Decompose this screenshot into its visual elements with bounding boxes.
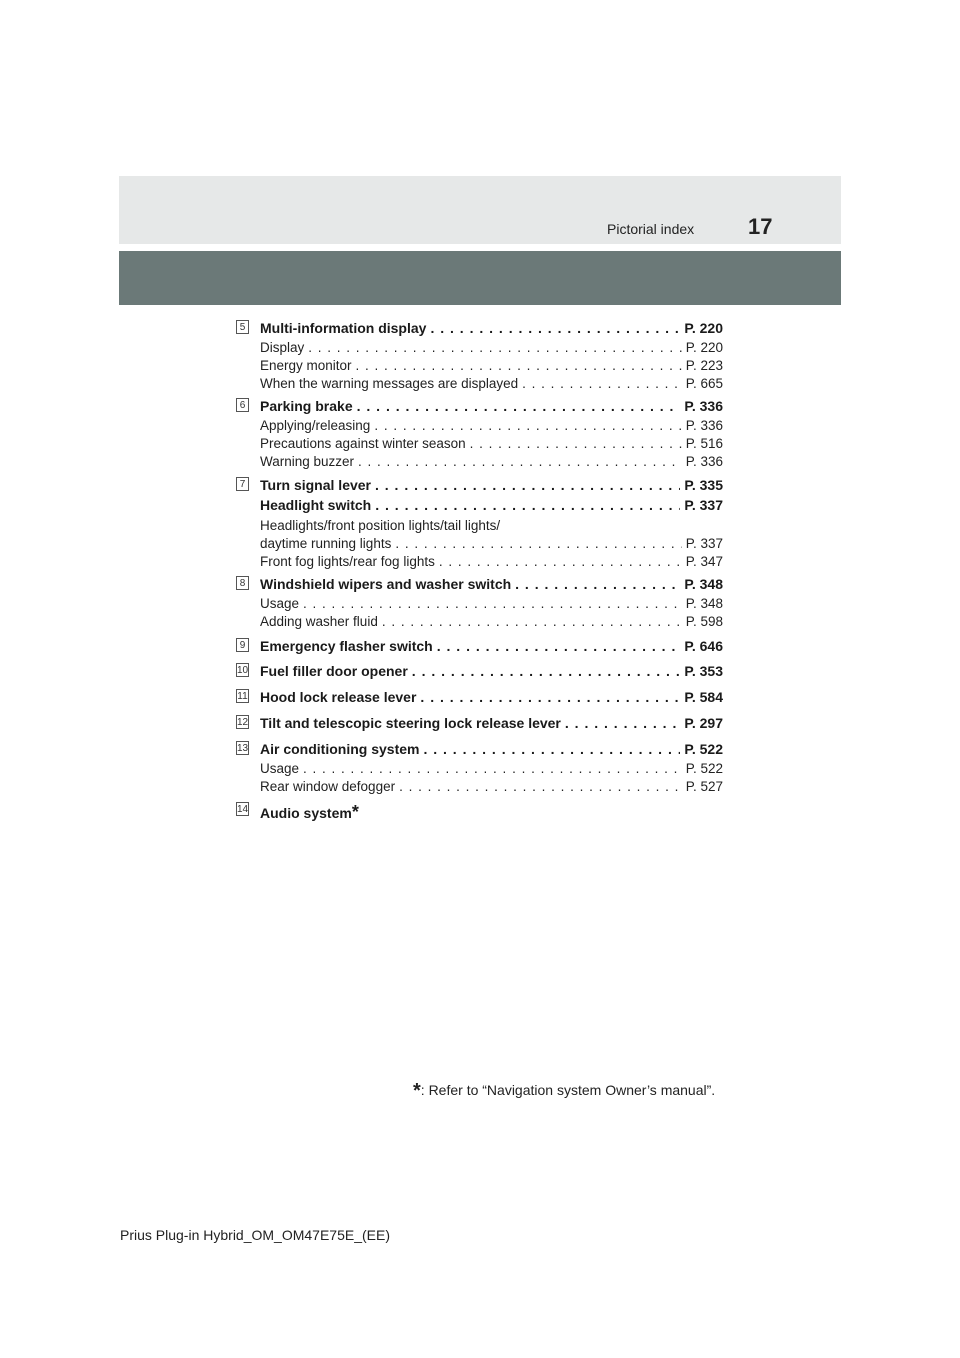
- index-subentry[interactable]: daytime running lights . . . P. 337: [260, 536, 723, 551]
- item-number-badge: 9: [236, 638, 249, 652]
- index-subentry[interactable]: Display . . . P. 220: [260, 340, 723, 355]
- item-number-badge: 6: [236, 398, 249, 412]
- index-entry[interactable]: Air conditioning system . . . P. 522: [260, 741, 723, 757]
- item-number-badge: 12: [237, 717, 249, 728]
- index-entry[interactable]: Multi-information display . . . P. 220: [260, 320, 723, 336]
- index-entry[interactable]: Turn signal lever . . . P. 335: [260, 477, 723, 493]
- index-subentry[interactable]: Usage . . . P. 522: [260, 761, 723, 776]
- index-entry[interactable]: Parking brake . . . P. 336: [260, 398, 723, 414]
- item-number-badge: 13: [237, 743, 249, 754]
- index-subentry[interactable]: When the warning messages are displayed . . . P. 665: [260, 376, 723, 391]
- index-subentry[interactable]: Usage . . . P. 348: [260, 596, 723, 611]
- item-number-badge: 8: [236, 576, 249, 590]
- index-subentry[interactable]: Energy monitor . . . P. 223: [260, 358, 723, 373]
- footnote-text: : Refer to “Navigation system Owner’s manual”.: [420, 1082, 716, 1098]
- index-subentry[interactable]: Precautions against winter season . . . P. 516: [260, 436, 723, 451]
- item-number-badge: 14: [237, 804, 249, 815]
- index-entry[interactable]: Emergency flasher switch . . . P. 646: [260, 638, 723, 654]
- index-entry[interactable]: Fuel filler door opener . . . P. 353: [260, 663, 723, 679]
- index-entry[interactable]: Headlight switch . . . P. 337: [260, 497, 723, 513]
- footnote: [413, 1080, 715, 1103]
- page-number: 17: [748, 214, 773, 239]
- index-entry[interactable]: Tilt and telescopic steering lock release lever . . . P. 297: [260, 715, 723, 731]
- index-subentry[interactable]: Front fog lights/rear fog lights . . . P. 347: [260, 554, 723, 569]
- index-subentry[interactable]: Warning buzzer . . . P. 336: [260, 454, 723, 469]
- footnote-star: *: [413, 1080, 421, 1102]
- index-subentry[interactable]: Rear window defogger . . . P. 527: [260, 779, 723, 794]
- header-dark-band: [119, 251, 841, 305]
- index-entry[interactable]: Hood lock release lever . . . P. 584: [260, 689, 723, 705]
- index-subentry[interactable]: Applying/releasing . . . P. 336: [260, 418, 723, 433]
- item-number-badge: 7: [236, 477, 249, 491]
- index-entry[interactable]: Audio system *: [260, 802, 359, 822]
- section-title: Pictorial index: [607, 221, 695, 237]
- index-subentry[interactable]: Adding washer fluid . . . P. 598: [260, 614, 723, 629]
- item-number-badge: 10: [237, 665, 249, 676]
- header-band: [119, 176, 841, 244]
- index-entry[interactable]: Windshield wipers and washer switch . . . P. 348: [260, 576, 723, 592]
- document-footer: Prius Plug-in Hybrid_OM_OM47E75E_(EE): [120, 1227, 390, 1243]
- item-number-badge: 11: [237, 691, 248, 702]
- footnote-marker: *: [351, 802, 359, 822]
- index-subentry-text: Headlights/front position lights/tail lights/: [260, 518, 501, 533]
- item-number-badge: 5: [236, 320, 249, 334]
